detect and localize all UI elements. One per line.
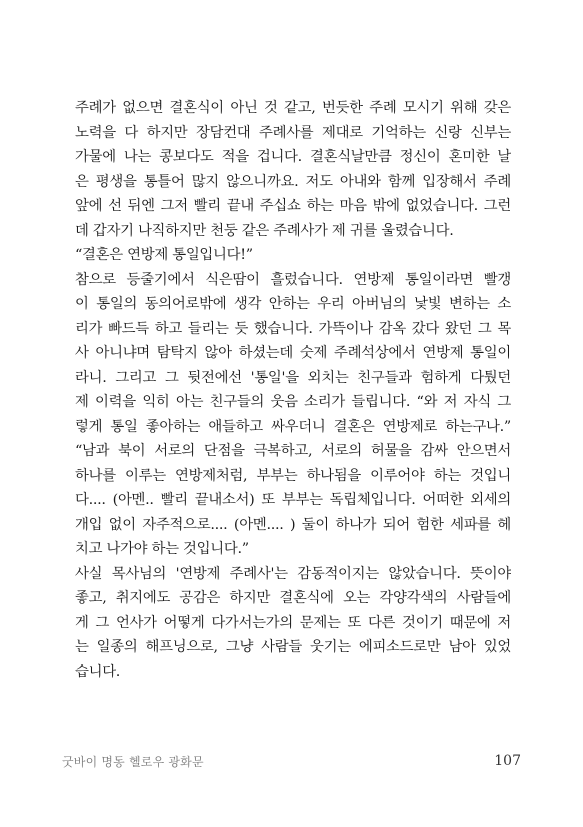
- text-line: 개입 없이 자주적으로.... (아멘.... ) 둘이 하나가 되어 험한 세파를 헤: [75, 516, 511, 533]
- text-line: 좋고, 취지에도 공감은 하지만 결혼식에 오는 각양각색의 사람들에: [75, 590, 511, 606]
- text-line: 참으로 등줄기에서 식은땀이 흘렀습니다. 연방제 통일이라면 빨갱: [75, 271, 511, 288]
- text-line: 렇게 통일 좋아하는 애들하고 싸우더니 결혼은 연방제로 하는구나.”: [75, 418, 511, 435]
- page-footer: [62, 752, 521, 770]
- text-line: 는 일종의 해프닝으로, 그냥 사람들 웃기는 에피소드로만 남아 있었: [75, 639, 511, 655]
- text-line: 사 아니냐며 탐탁지 않아 하셨는데 숫제 주례석상에서 연방제 통일이: [75, 345, 511, 361]
- body-text: [75, 96, 511, 684]
- page-number: 107: [494, 753, 521, 769]
- text-line: 리가 빠드득 하고 들리는 듯 했습니다. 가뜩이나 감옥 갔다 왔던 그 목: [75, 320, 511, 337]
- book-title: 굿바이 명동 헬로우 광화문: [62, 754, 204, 769]
- text-line: 다.... (아멘.. 빨리 끝내소서) 또 부부는 독립체입니다. 어떠한 외세의: [75, 492, 511, 508]
- text-line: 라니. 그리고 그 뒷전에선 '통일'을 외치는 친구들과 험하게 다퉜던: [75, 369, 511, 386]
- text-line: 이 통일의 동의어로밖에 생각 안하는 우리 아버님의 낯빛 변하는 소: [75, 296, 511, 312]
- quote-line: “결혼은 연방제 통일입니다!”: [75, 247, 253, 263]
- text-line: 주례가 없으면 결혼식이 아닌 것 같고, 번듯한 주례 모시기 위해 갖은: [75, 100, 511, 116]
- text-line: 가물에 나는 콩보다도 적을 겁니다. 결혼식날만큼 정신이 혼미한 날: [75, 149, 511, 165]
- text-line: 게 그 언사가 어떻게 다가서는가의 문제는 또 다른 것이기 때문에 저: [75, 614, 511, 631]
- text-line: “남과 북이 서로의 단점을 극복하고, 서로의 허물을 감싸 안으면서: [75, 443, 511, 459]
- text-line: 노력을 다 하지만 장담컨대 주례사를 제대로 기억하는 신랑 신부는: [75, 124, 511, 141]
- text-line: 하나를 이루는 연방제처럼, 부부는 하나됨을 이루어야 하는 것입니: [75, 467, 511, 484]
- text-line: 앞에 선 뒤엔 그저 빨리 끝내 주십쇼 하는 마음 밖에 없었습니다. 그런: [75, 198, 511, 214]
- text-line: 은 평생을 통틀어 많지 않으니까요. 저도 아내와 함께 입장해서 주례: [75, 173, 511, 190]
- text-line: 데 갑자기 나직하지만 천둥 같은 주례사가 제 귀를 울렸습니다.: [75, 222, 454, 239]
- text-line: 치고 나가야 하는 것입니다.”: [75, 541, 249, 557]
- text-line: 사실 목사님의 '연방제 주례사'는 감동적이지는 않았습니다. 뜻이야: [75, 565, 511, 582]
- text-line: 습니다.: [75, 663, 121, 680]
- text-line: 제 이력을 익히 아는 친구들의 웃음 소리가 들립니다. “와 저 자식 그: [75, 394, 511, 410]
